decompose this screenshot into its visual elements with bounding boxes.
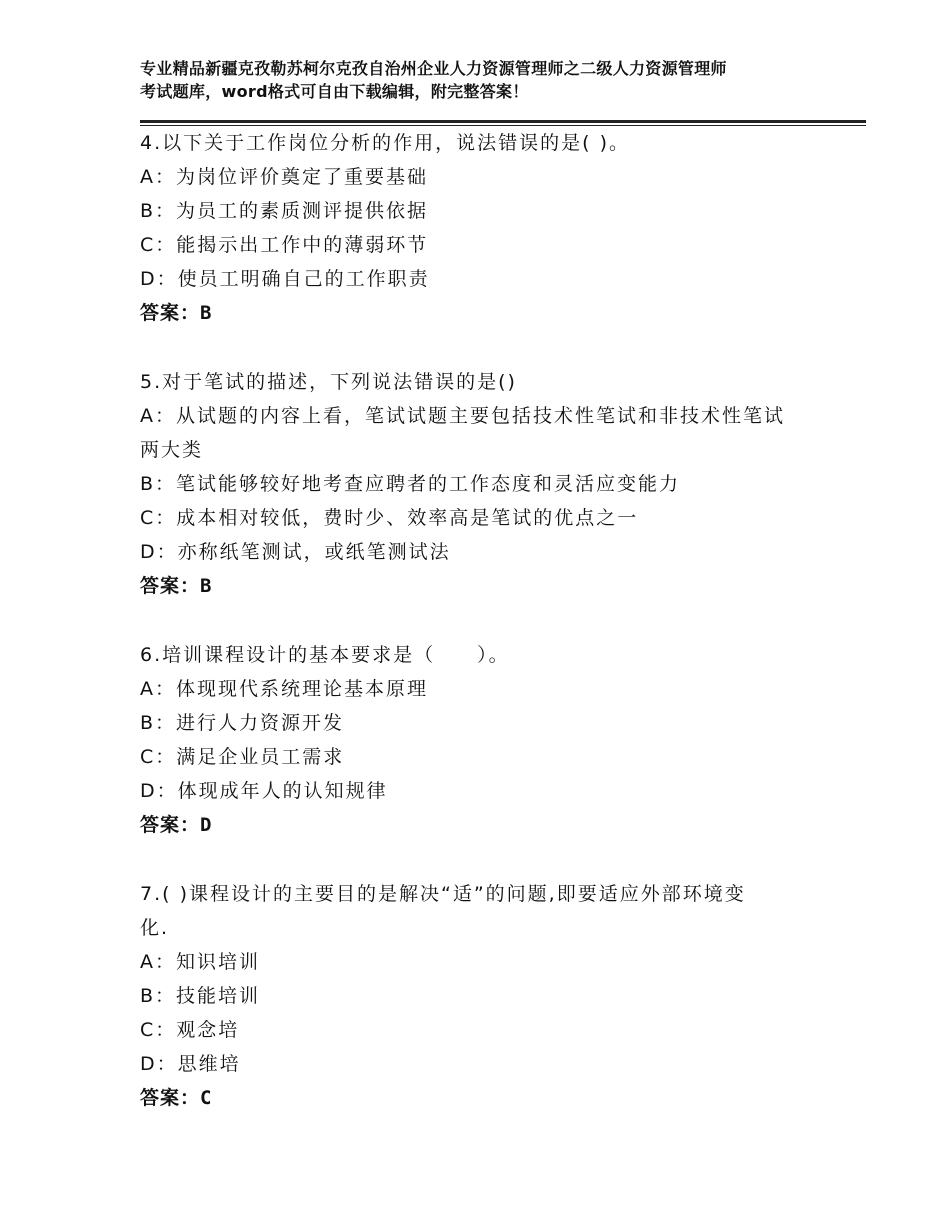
option-c: C：能揭示出工作中的薄弱环节: [140, 234, 429, 256]
answer-line: [140, 1081, 820, 1115]
option-a: A：从试题的内容上看，笔试试题主要包括技术性笔试和非技术性笔试: [140, 405, 785, 427]
answer-line: [140, 569, 820, 603]
answer-value: B: [200, 575, 212, 597]
option-c: C：观念培: [140, 1019, 240, 1041]
option-a: A：知识培训: [140, 951, 260, 973]
question-7: [140, 877, 820, 1115]
answer-value: B: [200, 302, 212, 324]
header-title-line1: 专业精品新疆克孜勒苏柯尔克孜自治州企业人力资源管理师之二级人力资源管理师: [140, 59, 727, 78]
option-b: B：进行人力资源开发: [140, 712, 345, 734]
answer-label: 答案：: [140, 1087, 201, 1109]
option-a: A：为岗位评价奠定了重要基础: [140, 166, 428, 188]
question-stem: 7.( )课程设计的主要目的是解决“适”的问题,即要适应外部环境变: [140, 883, 746, 905]
option-d: D：体现成年人的认知规律: [140, 780, 388, 802]
question-stem-continued: 化.: [140, 917, 170, 939]
answer-label: 答案：: [140, 814, 201, 836]
option-c: C：成本相对较低，费时少、效率高是笔试的优点之一: [140, 507, 639, 529]
option-d: D：使员工明确自己的工作职责: [140, 268, 430, 290]
question-stem: 5.对于笔试的描述，下列说法错误的是(): [140, 371, 517, 393]
option-b: B：为员工的素质测评提供依据: [140, 200, 429, 222]
question-stem: 4.以下关于工作岗位分析的作用，说法错误的是( )。: [140, 132, 630, 154]
option-a-continued: 两大类: [140, 439, 204, 461]
option-c: C：满足企业员工需求: [140, 746, 345, 768]
option-d: D：亦称纸笔测试，或纸笔测试法: [140, 541, 451, 563]
header-title-line2: 考试题库，word格式可自由下载编辑，附完整答案！: [140, 82, 529, 101]
question-stem: 6.培训课程设计的基本要求是（ ）。: [140, 644, 510, 666]
header-divider-thick: [140, 120, 866, 123]
answer-value: C: [200, 1087, 212, 1109]
option-b: B：技能培训: [140, 985, 261, 1007]
document-header: [140, 57, 840, 103]
answer-line: [140, 808, 820, 842]
question-5: [140, 365, 820, 603]
answer-label: 答案：: [140, 575, 201, 597]
option-b: B：笔试能够较好地考查应聘者的工作态度和灵活应变能力: [140, 473, 681, 495]
answer-label: 答案：: [140, 302, 201, 324]
question-6: [140, 638, 820, 842]
option-a: A：体现现代系统理论基本原理: [140, 678, 428, 700]
answer-line: [140, 296, 820, 330]
question-4: [140, 126, 820, 330]
answer-value: D: [200, 814, 212, 836]
option-d: D：思维培: [140, 1053, 241, 1075]
